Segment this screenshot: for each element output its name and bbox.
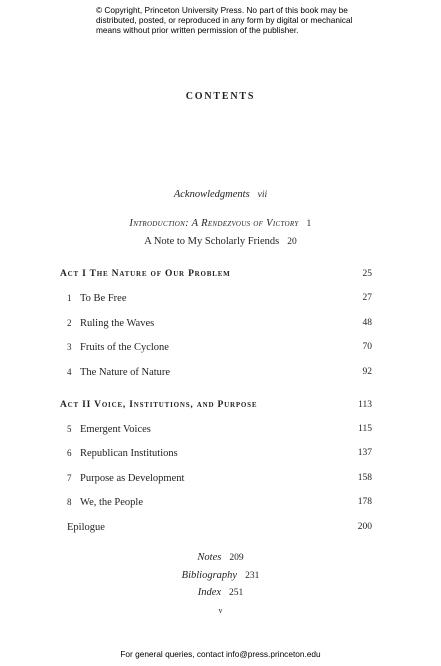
toc-entry-label: Acknowledgments — [173, 189, 250, 200]
toc-entry-page: 20 — [287, 237, 297, 247]
toc-entry-index[interactable] — [0, 587, 441, 598]
chapter-title: Republican Institutions — [80, 448, 178, 459]
toc-entry-label: Introduction: A Rendezvous of Victory — [129, 218, 299, 229]
chapter-page: 70 — [362, 342, 372, 352]
epilogue-title: Epilogue — [67, 522, 105, 533]
chapter-title: Ruling the Waves — [80, 318, 155, 329]
footer-contact: For general queries, contact info@press.princeton.edu — [120, 649, 321, 659]
toc-chapter-2[interactable] — [67, 318, 372, 329]
chapter-page: 92 — [362, 367, 372, 377]
toc-chapter-7[interactable] — [67, 473, 372, 484]
toc-entry-page: vii — [257, 190, 268, 200]
toc-act-page: 113 — [358, 400, 372, 410]
chapter-title: We, the People — [80, 497, 144, 508]
chapter-number: 1 — [67, 293, 72, 303]
copyright-notice — [96, 5, 396, 35]
chapter-page: 178 — [357, 497, 372, 507]
chapter-title: To Be Free — [80, 293, 127, 304]
toc-entry-page: 209 — [229, 553, 244, 563]
toc-entry-label: Bibliography — [181, 570, 238, 581]
copyright-line: distributed, posted, or reproduced in any form by digital or mechanical — [96, 15, 353, 25]
toc-epilogue[interactable] — [67, 522, 372, 533]
toc-entry-page: 1 — [306, 219, 312, 229]
toc-act-label: Act II Voice, Institutions, and Purpose — [60, 400, 258, 410]
chapter-number: 5 — [67, 424, 72, 434]
toc-chapter-1[interactable] — [67, 293, 372, 304]
chapter-page: 137 — [357, 448, 372, 458]
chapter-title: Emergent Voices — [80, 424, 151, 435]
chapter-page: 158 — [357, 473, 372, 483]
page-number: v — [218, 606, 223, 615]
chapter-number: 4 — [67, 367, 72, 377]
toc-chapter-5[interactable] — [67, 424, 372, 435]
toc-entry-page: 231 — [245, 571, 260, 581]
toc-chapter-8[interactable] — [67, 497, 372, 508]
toc-entry-page: 251 — [229, 588, 244, 598]
toc-entry-introduction[interactable] — [0, 218, 441, 229]
toc-entry-bibliography[interactable] — [0, 570, 441, 581]
toc-chapter-3[interactable] — [67, 342, 372, 353]
chapter-number: 6 — [67, 448, 72, 458]
toc-entry-notes[interactable] — [0, 552, 441, 563]
chapter-title: The Nature of Nature — [80, 367, 171, 378]
toc-entry-label: Index — [197, 587, 222, 598]
epilogue-page: 200 — [357, 522, 372, 532]
chapter-number: 8 — [67, 497, 72, 507]
chapter-number: 2 — [67, 318, 72, 328]
toc-act-2[interactable] — [60, 400, 372, 410]
toc-act-page: 25 — [362, 269, 372, 279]
toc-entry-label: A Note to My Scholarly Friends — [144, 236, 280, 247]
toc-act-label: Act I The Nature of Our Problem — [60, 269, 231, 279]
chapter-page: 27 — [362, 293, 372, 303]
toc-chapter-4[interactable] — [67, 367, 372, 378]
chapter-title: Purpose as Development — [80, 473, 185, 484]
toc-entry-label: Notes — [197, 552, 222, 563]
toc-entry-note[interactable] — [0, 236, 441, 247]
chapter-title: Fruits of the Cyclone — [80, 342, 169, 353]
toc-act-1[interactable] — [60, 269, 372, 279]
copyright-line: means without prior written permission of the publisher. — [96, 25, 299, 35]
chapter-page: 48 — [362, 318, 372, 328]
copyright-line: © Copyright, Princeton University Press. No part of this book may be — [96, 5, 348, 15]
toc-chapter-6[interactable] — [67, 448, 372, 459]
chapter-number: 7 — [67, 473, 72, 483]
chapter-number: 3 — [67, 342, 72, 352]
chapter-page: 115 — [358, 424, 372, 434]
toc-entry-acknowledgments[interactable] — [0, 189, 441, 200]
page-title: CONTENTS — [185, 91, 256, 102]
